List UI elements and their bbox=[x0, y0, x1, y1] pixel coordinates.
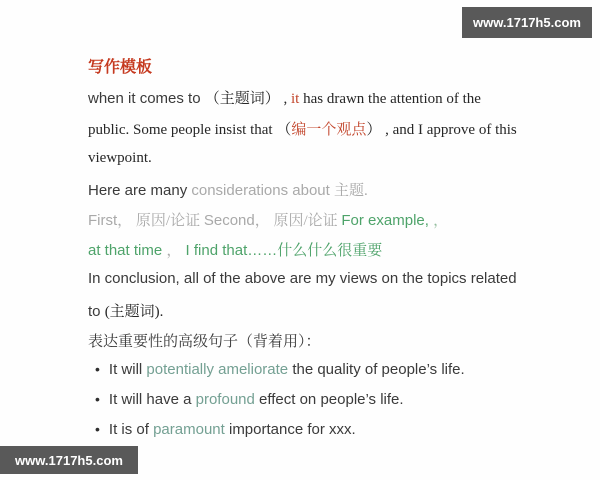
bullet-icon: • bbox=[95, 391, 100, 407]
line2-paren-close: ） bbox=[366, 122, 382, 138]
bullet-item-3 bbox=[95, 421, 356, 438]
line2-opinion-placeholder: 编一个观点 bbox=[291, 122, 367, 138]
bullet3-rest: importance for xxx. bbox=[224, 421, 356, 438]
line2-lead: public. Some people insist that bbox=[88, 122, 277, 138]
template-line-3 bbox=[88, 149, 152, 167]
line3-text: viewpoint. bbox=[88, 150, 152, 166]
line1-comma: , bbox=[279, 91, 291, 107]
line5-first: First， bbox=[88, 212, 133, 229]
line6-chinese-note: 什么什么很重要 bbox=[277, 243, 383, 259]
line6-comma: ， bbox=[162, 242, 186, 259]
bullet1-rest: the quality of people’s life. bbox=[288, 361, 465, 378]
template-line-1 bbox=[88, 87, 481, 108]
line1-it-highlight: it bbox=[290, 91, 300, 107]
line6-i-find-that: I find that…… bbox=[185, 242, 278, 259]
line8-lead: to bbox=[88, 303, 105, 320]
page-title: 写作模板 bbox=[88, 59, 153, 76]
line2-paren-open: （ bbox=[276, 122, 292, 138]
line5-second: Second， bbox=[203, 212, 270, 229]
watermark-top-right bbox=[462, 7, 592, 38]
bullet-icon: • bbox=[95, 361, 100, 377]
bullet2-highlight: profound bbox=[195, 391, 255, 408]
template-line-2 bbox=[88, 118, 517, 139]
template-line-8 bbox=[88, 300, 163, 321]
line2-rest: , and I approve of this bbox=[381, 122, 517, 138]
line4-gray-text: considerations about bbox=[191, 182, 334, 199]
template-line-4 bbox=[88, 179, 368, 200]
line4-lead: Here are many bbox=[88, 182, 192, 199]
bullet1-lead: It will bbox=[108, 361, 147, 378]
bullet2-rest: effect on people’s life. bbox=[254, 391, 404, 408]
line5-reason2-placeholder: 原因/论证 bbox=[269, 213, 342, 229]
line1-rest: has drawn the attention of the bbox=[299, 91, 481, 107]
line5-trailing-comma: ， bbox=[428, 212, 449, 229]
bullet2-lead: It will have a bbox=[108, 391, 196, 408]
bullet3-highlight: paramount bbox=[153, 421, 225, 438]
section-heading-text: 表达重要性的高级句子（背着用）： bbox=[88, 333, 321, 350]
template-line-7 bbox=[88, 270, 517, 287]
line1-lead: when it comes to bbox=[88, 90, 205, 107]
bullet1-highlight: potentially ameliorate bbox=[146, 361, 289, 378]
template-line-6 bbox=[88, 239, 382, 260]
template-line-5 bbox=[88, 209, 448, 230]
line6-at-that-time: at that time bbox=[88, 242, 163, 259]
line7-text: In conclusion, all of the above are my views on the topics related bbox=[88, 270, 517, 287]
section-heading-advanced-sentences bbox=[88, 330, 321, 351]
bullet3-lead: It is of bbox=[108, 421, 154, 438]
line5-reason1-placeholder: 原因/论证 bbox=[132, 213, 204, 229]
watermark-text: www.1717h5.com bbox=[15, 452, 123, 468]
line1-topic-placeholder: （主题词） bbox=[204, 91, 280, 107]
line8-topic-placeholder: (主题词). bbox=[104, 304, 164, 320]
bullet-icon: • bbox=[95, 421, 100, 437]
watermark-bottom-left bbox=[0, 446, 138, 474]
line4-topic-placeholder: 主题. bbox=[333, 183, 368, 199]
bullet-item-1 bbox=[95, 361, 465, 378]
watermark-text: www.1717h5.com bbox=[473, 15, 581, 30]
bullet-item-2 bbox=[95, 391, 404, 408]
line5-for-example: For example, bbox=[341, 212, 429, 229]
